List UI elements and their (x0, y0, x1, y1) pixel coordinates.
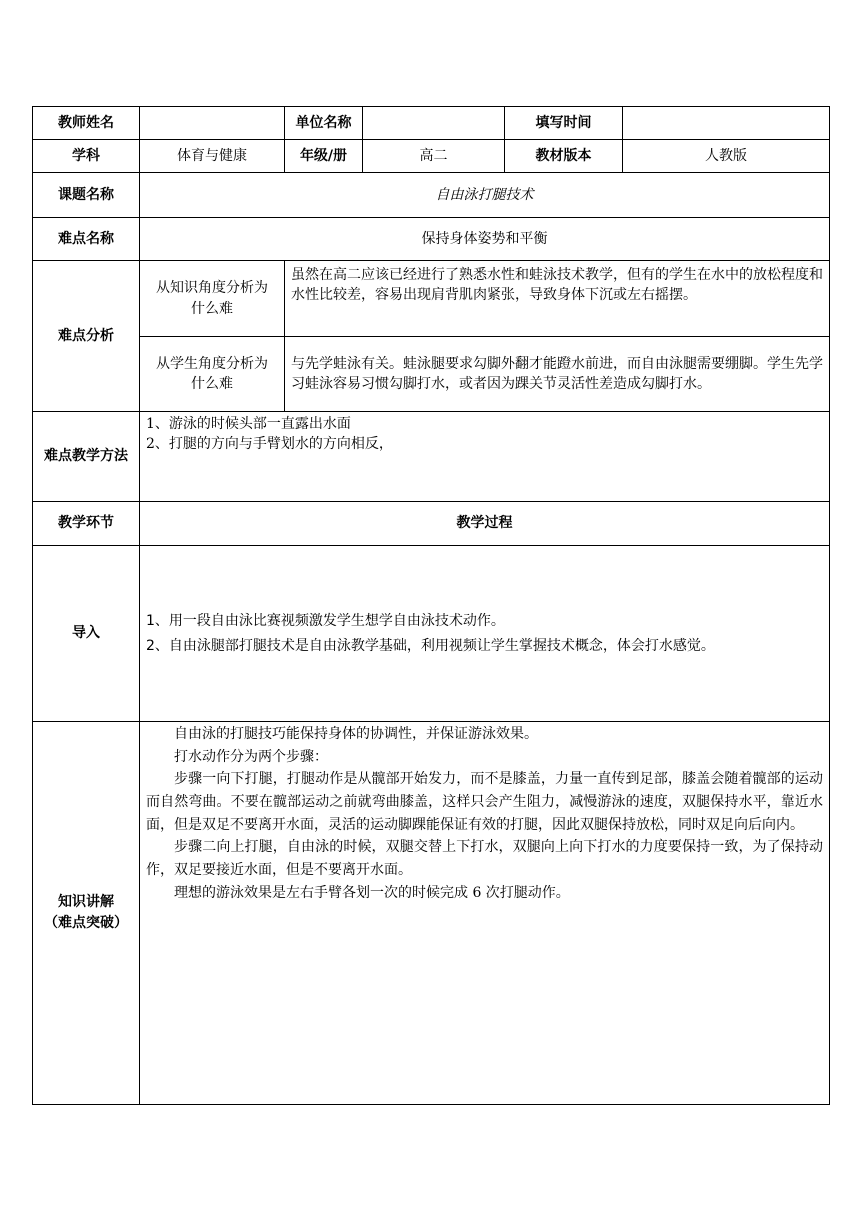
difficulty-value: 保持身体姿势和平衡 (140, 218, 830, 261)
difficulty-row (33, 218, 830, 261)
info-row-2 (33, 140, 830, 173)
edition-value: 人教版 (623, 140, 830, 173)
info-row-1 (33, 107, 830, 140)
unit-name-label: 单位名称 (285, 107, 363, 140)
grade-label: 年级/册 (285, 140, 363, 173)
grade-value: 高二 (363, 140, 505, 173)
analysis-student-row (33, 337, 830, 412)
lesson-plan-table (32, 106, 830, 1105)
fill-time-label: 填写时间 (505, 107, 623, 140)
intro-line: 1、用一段自由泳比赛视频激发学生想学自由泳技术动作。 (146, 613, 505, 629)
analysis-label: 难点分析 (33, 261, 140, 412)
method-line: 1、游泳的时候头部一直露出水面 (146, 416, 351, 432)
edition-label: 教材版本 (505, 140, 623, 173)
intro-line: 2、自由泳腿部打腿技术是自由泳教学基础，利用视频让学生掌握技术概念，体会打水感觉。 (146, 637, 715, 654)
topic-row (33, 173, 830, 218)
fill-time-value[interactable] (623, 107, 830, 140)
unit-name-value[interactable] (363, 107, 505, 140)
knowledge-label-line2: （难点突破） (44, 915, 128, 931)
process-header-row (33, 502, 830, 546)
knowledge-label-line1: 知识讲解 (58, 894, 114, 910)
analysis-knowledge-row (33, 261, 830, 337)
knowledge-paragraph: 步骤二向上打腿，自由泳的时候，双腿交替上下打水，双腿向上向下打水的力度要保持一致，为了保持动作，双足要接近水面，但是不要离开水面。 (146, 839, 823, 879)
student-angle-text: 与先学蛙泳有关。蛙泳腿要求勾脚外翻才能蹬水前进，而自由泳腿需要绷脚。学生先学习蛙泳容易习惯勾脚打水，或者因为踝关节灵活性差造成勾脚打水。 (285, 337, 830, 412)
process-title: 教学过程 (140, 502, 830, 546)
knowledge-content (140, 722, 830, 1105)
subject-label: 学科 (33, 140, 140, 173)
method-content (140, 412, 830, 502)
topic-value: 自由泳打腿技术 (140, 173, 830, 218)
topic-label: 课题名称 (33, 173, 140, 218)
process-stage-label: 教学环节 (33, 502, 140, 546)
intro-label: 导入 (33, 546, 140, 722)
method-row (33, 412, 830, 502)
knowledge-angle-text: 虽然在高二应该已经进行了熟悉水性和蛙泳技术教学，但有的学生在水中的放松程度和水性比较差，容易出现肩背肌肉紧张，导致身体下沉或左右摇摆。 (285, 261, 830, 337)
knowledge-row (33, 722, 830, 1105)
knowledge-label (33, 722, 140, 1105)
intro-row (33, 546, 830, 722)
knowledge-paragraph: 理想的游泳效果是左右手臂各划一次的时候完成 6 次打腿动作。 (174, 884, 570, 901)
subject-value: 体育与健康 (140, 140, 285, 173)
method-label: 难点教学方法 (33, 412, 140, 502)
knowledge-angle-label: 从知识角度分析为什么难 (140, 261, 285, 337)
knowledge-paragraph: 自由泳的打腿技巧能保持身体的协调性，并保证游泳效果。 (174, 726, 538, 742)
method-line: 2、打腿的方向与手臂划水的方向相反， (146, 436, 393, 453)
knowledge-paragraph: 打水动作分为两个步骤： (174, 748, 328, 765)
student-angle-label: 从学生角度分析为什么难 (140, 337, 285, 412)
difficulty-label: 难点名称 (33, 218, 140, 261)
knowledge-paragraph: 步骤一向下打腿，打腿动作是从髋部开始发力，而不是膝盖，力量一直传到足部，膝盖会随着髋部的运动而自然弯曲。不要在髋部运动之前就弯曲膝盖，这样只会产生阻力，减慢游泳的速度，双腿保持水平，靠近水面，但是双足不要离开水面，灵活的运动脚踝能保证有效的打腿，因此双腿保持放松，同时双足向后向内。 (146, 771, 823, 833)
teacher-name-value[interactable] (140, 107, 285, 140)
intro-content (140, 546, 830, 722)
teacher-name-label: 教师姓名 (33, 107, 140, 140)
